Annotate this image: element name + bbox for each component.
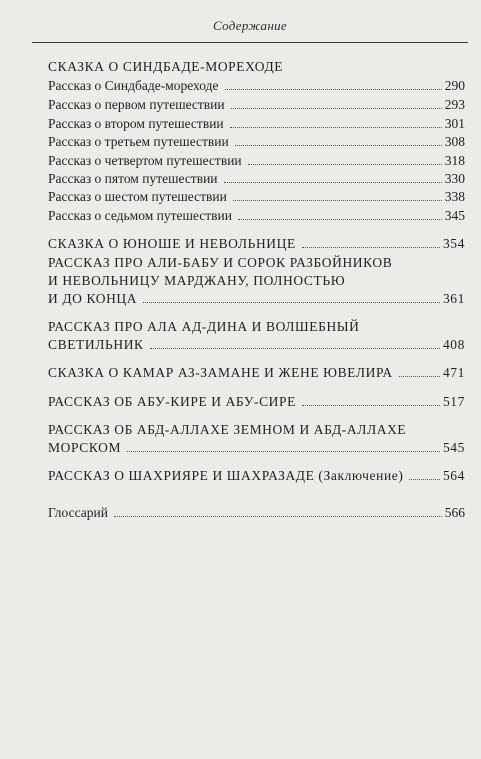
leader-dots: [230, 127, 442, 128]
toc-sub-entry: [48, 188, 465, 206]
toc-sub-entry: [48, 207, 465, 225]
leader-dots: [224, 182, 442, 183]
toc-entry-title: Рассказ о пятом путешествии: [48, 171, 218, 186]
toc-page-number: 338: [444, 189, 465, 204]
toc-entry-title: СКАЗКА О КАМАР АЗ-ЗАМАНЕ И ЖЕНЕ ЮВЕЛИРА: [48, 365, 393, 380]
toc-entry-title: Рассказ о седьмом путешествии: [48, 208, 232, 223]
toc-page-number: 290: [444, 78, 465, 93]
leader-dots: [225, 89, 442, 90]
toc-entry-title-line: СВЕТИЛЬНИК: [48, 337, 144, 352]
toc-main-entry: [48, 393, 465, 411]
toc-sub-entry: [48, 77, 465, 95]
toc-entry-title-line: И НЕВОЛЬНИЦУ МАРДЖАНУ, ПОЛНОСТЬЮ: [48, 273, 346, 288]
toc-page-number: 517: [442, 394, 465, 409]
leader-dots: [409, 479, 439, 480]
toc-sub-entry: [48, 115, 465, 133]
toc-main-entry: [48, 318, 465, 354]
toc-entry-title-line: РАССКАЗ ПРО АЛА АД-ДИНА И ВОЛШЕБНЫЙ: [48, 319, 360, 334]
toc-main-entry: [48, 235, 465, 253]
leader-dots: [235, 145, 442, 146]
toc-page-number: 408: [442, 337, 465, 352]
toc-sub-entry: [48, 170, 465, 188]
leader-dots: [127, 451, 440, 452]
toc-page-number: 566: [444, 505, 465, 520]
toc-entry-title: СКАЗКА О ЮНОШЕ И НЕВОЛЬНИЦЕ: [48, 236, 296, 251]
toc-page-number: 318: [444, 153, 465, 168]
toc-entry-title: РАССКАЗ О ШАХРИЯРЕ И ШАХРАЗАДЕ (Заключение): [48, 468, 404, 483]
toc-entry-title: Рассказ о третьем путешествии: [48, 134, 229, 149]
toc-entry-title: Рассказ о Синдбаде-мореходе: [48, 78, 219, 93]
toc-entry-title: Рассказ о втором путешествии: [48, 116, 224, 131]
leader-dots: [233, 200, 442, 201]
toc-main-entry: [48, 421, 465, 457]
toc-entry-title: Рассказ о первом путешествии: [48, 97, 225, 112]
toc-page-number: 301: [444, 116, 465, 131]
leader-dots: [302, 405, 440, 406]
toc-entry-title: Рассказ о шестом путешествии: [48, 189, 227, 204]
toc-page-number: 545: [442, 440, 465, 455]
toc-group-title: [48, 58, 465, 76]
toc-entry-title-line: МОРСКОМ: [48, 440, 122, 455]
toc-entry-title: Глоссарий: [48, 505, 108, 520]
toc-page-number: 361: [442, 291, 465, 306]
toc-sub-entry: [48, 133, 465, 151]
toc-page-number: 354: [442, 236, 465, 251]
toc-page-number: 308: [444, 134, 465, 149]
toc-entry-title-line: РАССКАЗ ПРО АЛИ-БАБУ И СОРОК РАЗБОЙНИКОВ: [48, 255, 393, 270]
toc-page-number: 293: [444, 97, 465, 112]
toc-main-entry: [48, 254, 465, 308]
leader-dots: [248, 164, 442, 165]
toc-group-title-text: СКАЗКА О СИНДБАДЕ-МОРЕХОДЕ: [48, 59, 284, 74]
toc-page-number: 471: [442, 365, 465, 380]
running-header: Содержание: [213, 18, 287, 33]
leader-dots: [302, 247, 440, 248]
leader-dots: [143, 302, 440, 303]
leader-dots: [231, 108, 442, 109]
toc-page-number: 564: [442, 468, 465, 483]
toc-main-entry: [48, 364, 465, 382]
toc-entry-title: Рассказ о четвертом путешествии: [48, 153, 242, 168]
toc-main-entry: [48, 467, 465, 485]
leader-dots: [399, 376, 440, 377]
toc-entry-title: РАССКАЗ ОБ АБУ-КИРЕ И АБУ-СИРЕ: [48, 394, 296, 409]
leader-dots: [114, 516, 442, 517]
leader-dots: [150, 348, 440, 349]
toc-entry-title-line: И ДО КОНЦА: [48, 291, 138, 306]
toc-sub-entry: [48, 96, 465, 114]
leader-dots: [238, 219, 442, 220]
toc-entry-title-line: РАССКАЗ ОБ АБД-АЛЛАХЕ ЗЕМНОМ И АБД-АЛЛАХЕ: [48, 422, 407, 437]
header-rule: [32, 42, 468, 43]
toc-page-number: 330: [444, 171, 465, 186]
toc-glossary-entry: [48, 504, 465, 522]
toc-page-number: 345: [444, 208, 465, 223]
toc-sub-entry: [48, 152, 465, 170]
